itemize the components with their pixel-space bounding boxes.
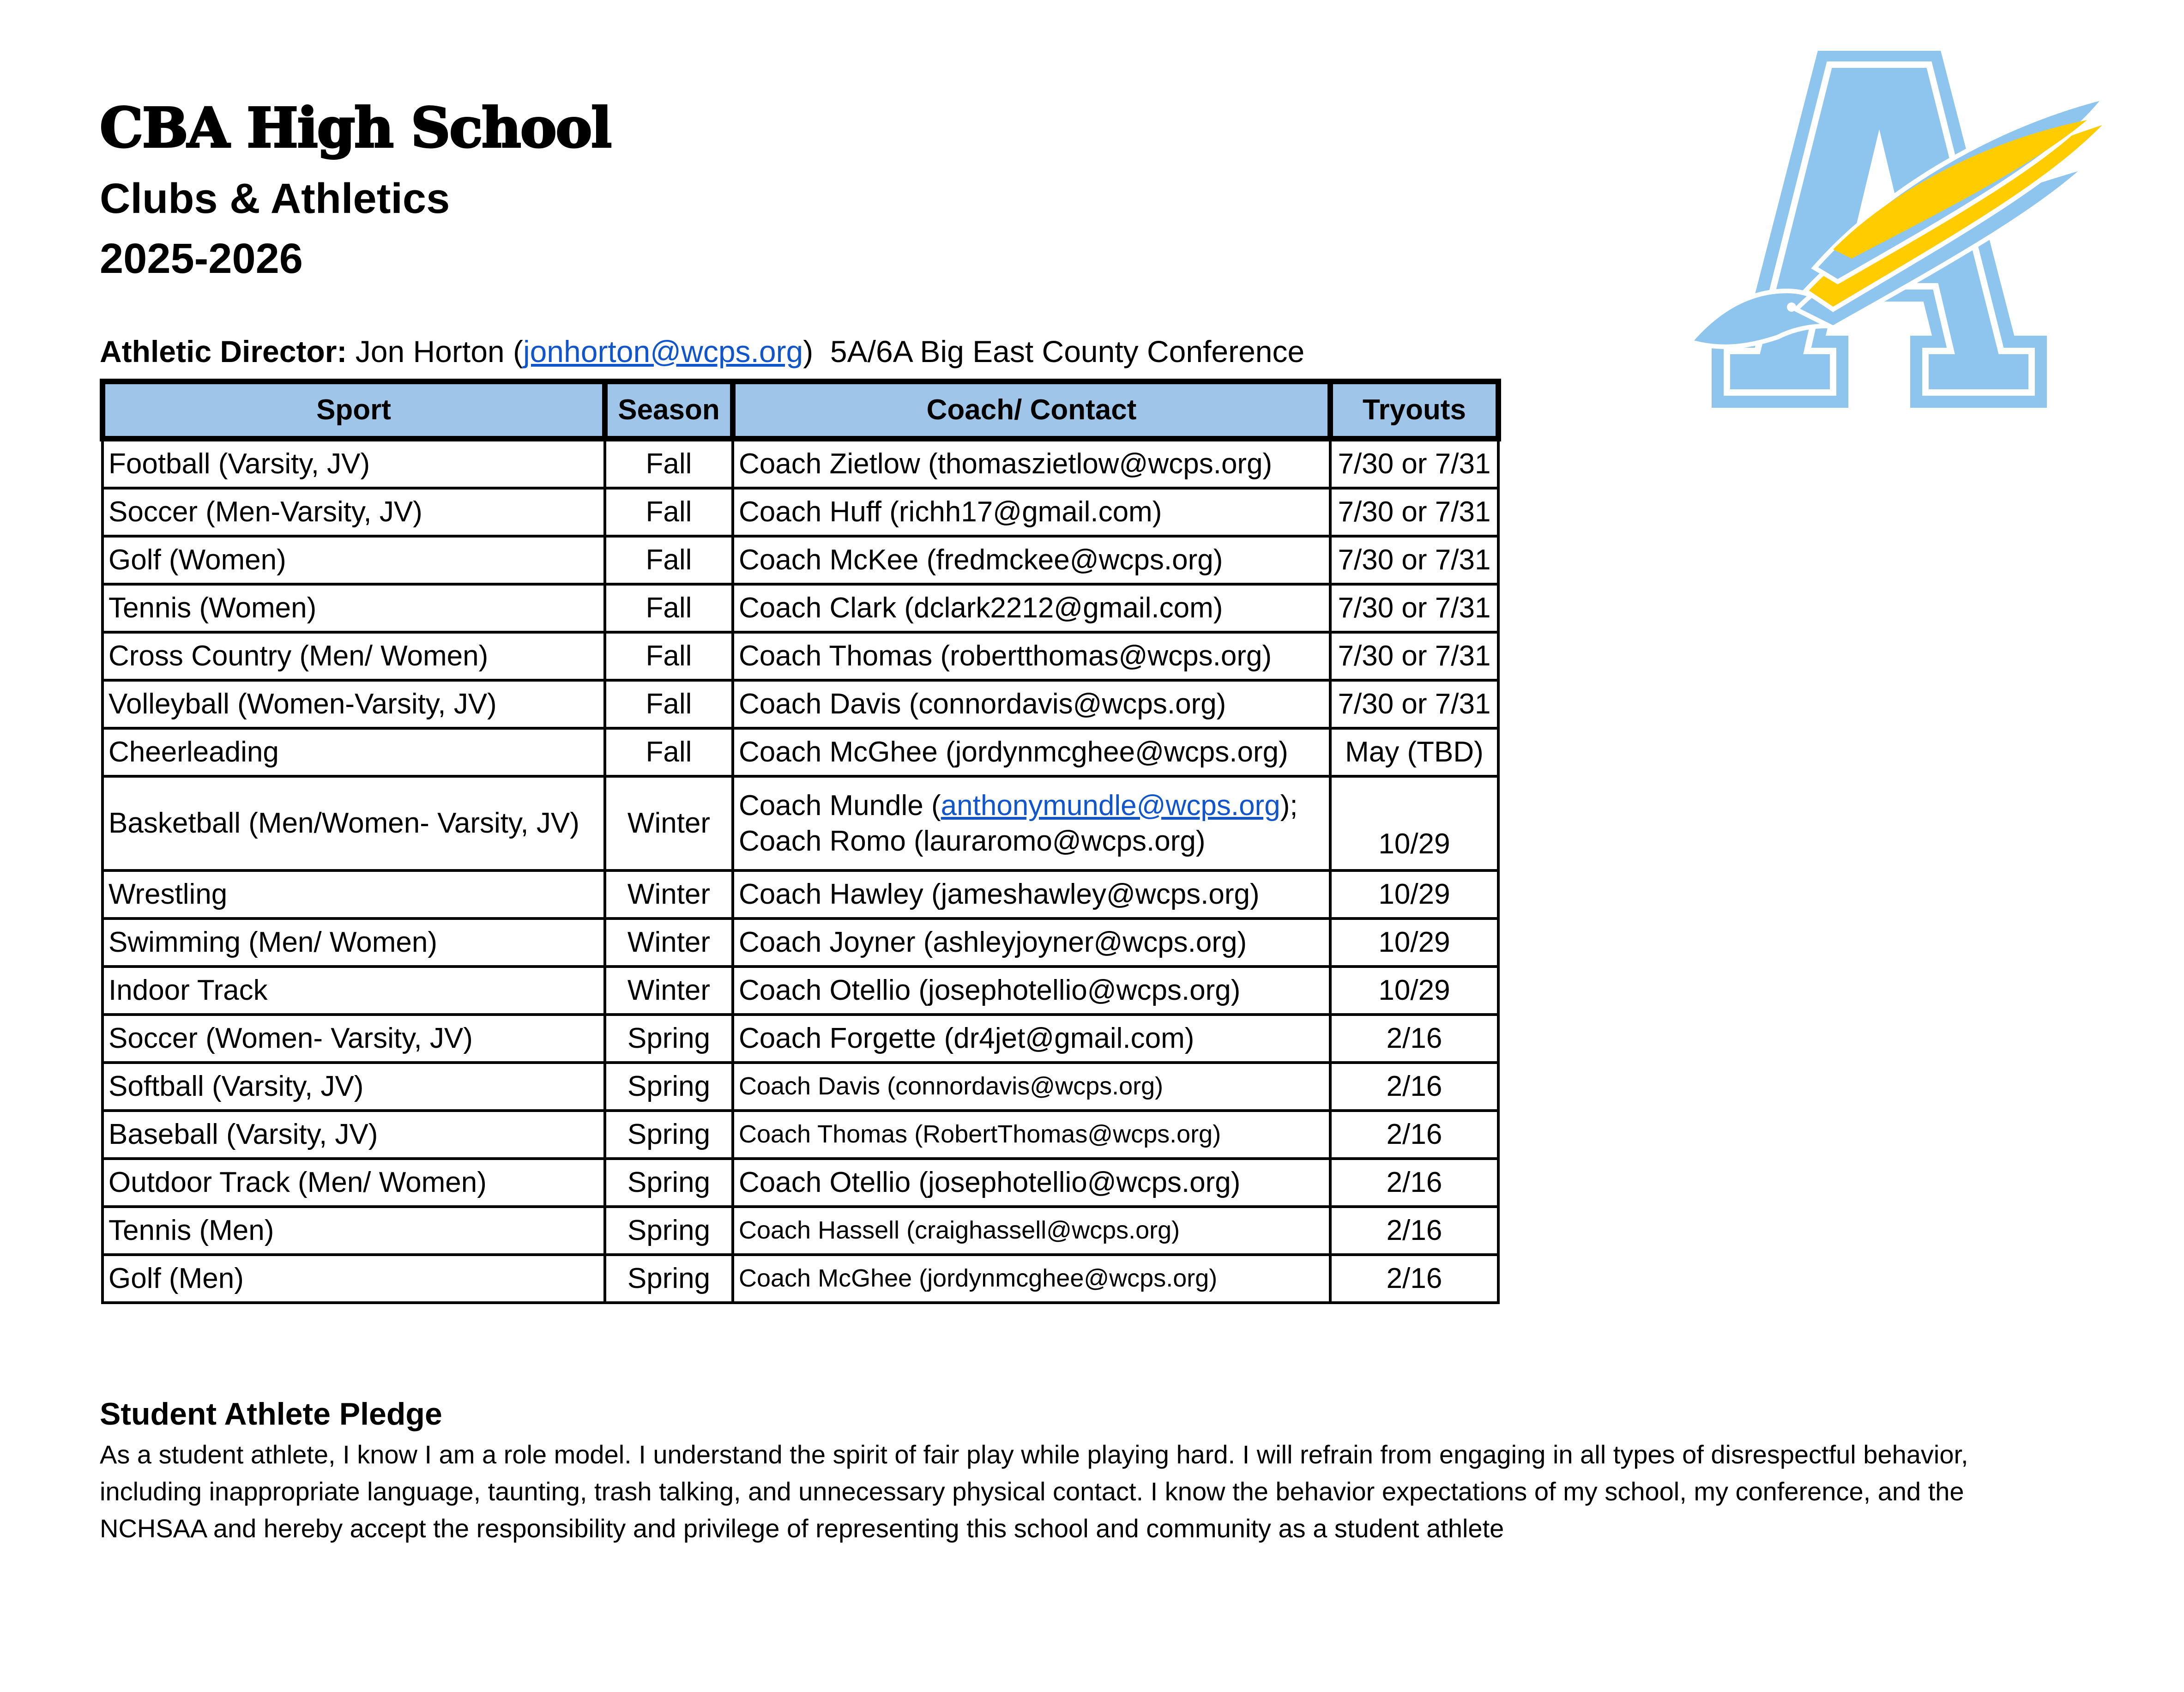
pledge-text: As a student athlete, I know I am a role model. I understand the spirit of fair play while playing hard. I will refrain from engaging in all types of disrespectful behavior, including inappropriate language, taunting, trash talking, and unnecessary physical contact. I know the behavior expectations of my school, my conference, and the NCHSAA and hereby accept the responsibility and privilege of representing this school and community as a student athlete xyxy=(100,1440,1968,1543)
coach-cell: Coach Otellio (josephotellio@wcps.org) xyxy=(733,967,1330,1015)
pledge-heading: Student Athlete Pledge xyxy=(100,1396,442,1432)
tryouts-cell: 2/16 xyxy=(1330,1015,1498,1063)
sport-cell: Softball (Varsity, JV) xyxy=(103,1063,605,1111)
season-cell: Fall xyxy=(605,488,733,536)
coach-line-1-suffix: ); xyxy=(1280,789,1298,822)
conference-name: 5A/6A Big East County Conference xyxy=(830,334,1305,369)
column-header-tryouts: Tryouts xyxy=(1330,381,1498,439)
coach-cell: Coach Thomas (robertthomas@wcps.org) xyxy=(733,632,1330,680)
table-row xyxy=(103,632,1498,680)
season-cell: Winter xyxy=(605,919,733,967)
sport-cell: Swimming (Men/ Women) xyxy=(103,919,605,967)
tryouts-cell: 2/16 xyxy=(1330,1255,1498,1303)
season-cell: Spring xyxy=(605,1063,733,1111)
coach-cell: Coach McKee (fredmckee@wcps.org) xyxy=(733,536,1330,584)
table-row xyxy=(103,1015,1498,1063)
season-cell: Fall xyxy=(605,536,733,584)
tryouts-cell: 10/29 xyxy=(1330,919,1498,967)
sport-cell: Basketball (Men/Women- Varsity, JV) xyxy=(103,776,605,870)
season-cell: Spring xyxy=(605,1207,733,1255)
director-name: Jon Horton ( xyxy=(355,334,523,369)
tryouts-cell: 2/16 xyxy=(1330,1207,1498,1255)
table-row xyxy=(103,776,1498,870)
table-row xyxy=(103,919,1498,967)
tryouts-cell: 7/30 or 7/31 xyxy=(1330,680,1498,728)
coach-cell: Coach Joyner (ashleyjoyner@wcps.org) xyxy=(733,919,1330,967)
table-row xyxy=(103,1159,1498,1207)
coach-line-1-prefix: Coach Mundle ( xyxy=(739,789,941,822)
tryouts-cell: May (TBD) xyxy=(1330,728,1498,776)
coach-line-1 xyxy=(739,788,1324,824)
tryouts-cell: 7/30 or 7/31 xyxy=(1330,536,1498,584)
coach-cell: Coach Davis (connordavis@wcps.org) xyxy=(733,680,1330,728)
season-cell: Spring xyxy=(605,1015,733,1063)
season-cell: Winter xyxy=(605,967,733,1015)
sport-cell: Baseball (Varsity, JV) xyxy=(103,1111,605,1159)
tryouts-cell: 7/30 or 7/31 xyxy=(1330,439,1498,488)
sport-cell: Outdoor Track (Men/ Women) xyxy=(103,1159,605,1207)
column-header-coach-contact: Coach/ Contact xyxy=(733,381,1330,439)
table-row xyxy=(103,1063,1498,1111)
director-close-paren: ) xyxy=(803,334,814,369)
sport-cell: Golf (Men) xyxy=(103,1255,605,1303)
season-cell: Fall xyxy=(605,728,733,776)
table-row xyxy=(103,439,1498,488)
coach-cell: Coach Davis (connordavis@wcps.org) xyxy=(733,1063,1330,1111)
sport-cell: Indoor Track xyxy=(103,967,605,1015)
table-row xyxy=(103,536,1498,584)
tryouts-cell: 10/29 xyxy=(1330,870,1498,919)
season-cell: Spring xyxy=(605,1255,733,1303)
coach-cell: Coach Thomas (RobertThomas@wcps.org) xyxy=(733,1111,1330,1159)
sport-cell: Soccer (Women- Varsity, JV) xyxy=(103,1015,605,1063)
table-row xyxy=(103,1111,1498,1159)
coach-cell: Coach Huff (richh17@gmail.com) xyxy=(733,488,1330,536)
table-row xyxy=(103,728,1498,776)
season-cell: Spring xyxy=(605,1111,733,1159)
table-row xyxy=(103,488,1498,536)
season-cell: Fall xyxy=(605,584,733,632)
coach-cell: Coach Clark (dclark2212@gmail.com) xyxy=(733,584,1330,632)
season-cell: Fall xyxy=(605,439,733,488)
tryouts-cell: 2/16 xyxy=(1330,1159,1498,1207)
table-row xyxy=(103,1255,1498,1303)
director-label: Athletic Director: xyxy=(100,334,347,369)
tryouts-cell: 7/30 or 7/31 xyxy=(1330,632,1498,680)
coach-cell: Coach Zietlow (thomaszietlow@wcps.org) xyxy=(733,439,1330,488)
tryouts-cell: 7/30 or 7/31 xyxy=(1330,584,1498,632)
athletic-director-line xyxy=(100,336,1304,367)
school-year: 2025-2026 xyxy=(100,235,303,282)
coach-cell: Coach McGhee (jordynmcghee@wcps.org) xyxy=(733,1255,1330,1303)
sport-cell: Wrestling xyxy=(103,870,605,919)
sport-cell: Tennis (Men) xyxy=(103,1207,605,1255)
tryouts-cell: 2/16 xyxy=(1330,1111,1498,1159)
sport-cell: Golf (Women) xyxy=(103,536,605,584)
coach-cell: Coach McGhee (jordynmcghee@wcps.org) xyxy=(733,728,1330,776)
tryouts-cell: 10/29 xyxy=(1330,967,1498,1015)
sport-cell: Soccer (Men-Varsity, JV) xyxy=(103,488,605,536)
column-header-season: Season xyxy=(605,381,733,439)
tryouts-cell: 7/30 or 7/31 xyxy=(1330,488,1498,536)
sport-cell: Tennis (Women) xyxy=(103,584,605,632)
table-row xyxy=(103,680,1498,728)
season-cell: Spring xyxy=(605,1159,733,1207)
coach-cell: Coach Hawley (jameshawley@wcps.org) xyxy=(733,870,1330,919)
column-header-sport: Sport xyxy=(103,381,605,439)
coach-cell: Coach Hassell (craighassell@wcps.org) xyxy=(733,1207,1330,1255)
sport-cell: Cross Country (Men/ Women) xyxy=(103,632,605,680)
eagle-eye xyxy=(1787,302,1796,312)
table-row xyxy=(103,967,1498,1015)
season-cell: Fall xyxy=(605,680,733,728)
table-row xyxy=(103,584,1498,632)
coach-cell: Coach Otellio (josephotellio@wcps.org) xyxy=(733,1159,1330,1207)
season-cell: Fall xyxy=(605,632,733,680)
sport-cell: Volleyball (Women-Varsity, JV) xyxy=(103,680,605,728)
table-header-row xyxy=(103,381,1498,439)
school-logo-icon xyxy=(1681,51,2119,416)
tryouts-cell: 2/16 xyxy=(1330,1063,1498,1111)
director-email-link[interactable]: jonhorton@wcps.org xyxy=(523,334,803,369)
sport-cell: Cheerleading xyxy=(103,728,605,776)
table-row xyxy=(103,870,1498,919)
season-cell: Winter xyxy=(605,870,733,919)
table-row xyxy=(103,1207,1498,1255)
coach-line-2: Coach Romo (lauraromo@wcps.org) xyxy=(739,825,1206,857)
page-title: CBA High School xyxy=(100,96,611,160)
coach-cell xyxy=(733,776,1330,870)
coach-cell: Coach Forgette (dr4jet@gmail.com) xyxy=(733,1015,1330,1063)
season-cell: Winter xyxy=(605,776,733,870)
sport-cell: Football (Varsity, JV) xyxy=(103,439,605,488)
athletics-table xyxy=(100,379,1501,1304)
tryouts-cell: 10/29 xyxy=(1330,776,1498,870)
coach-email-link[interactable]: anthonymundle@wcps.org xyxy=(941,789,1280,822)
page-subtitle: Clubs & Athletics xyxy=(100,175,450,222)
